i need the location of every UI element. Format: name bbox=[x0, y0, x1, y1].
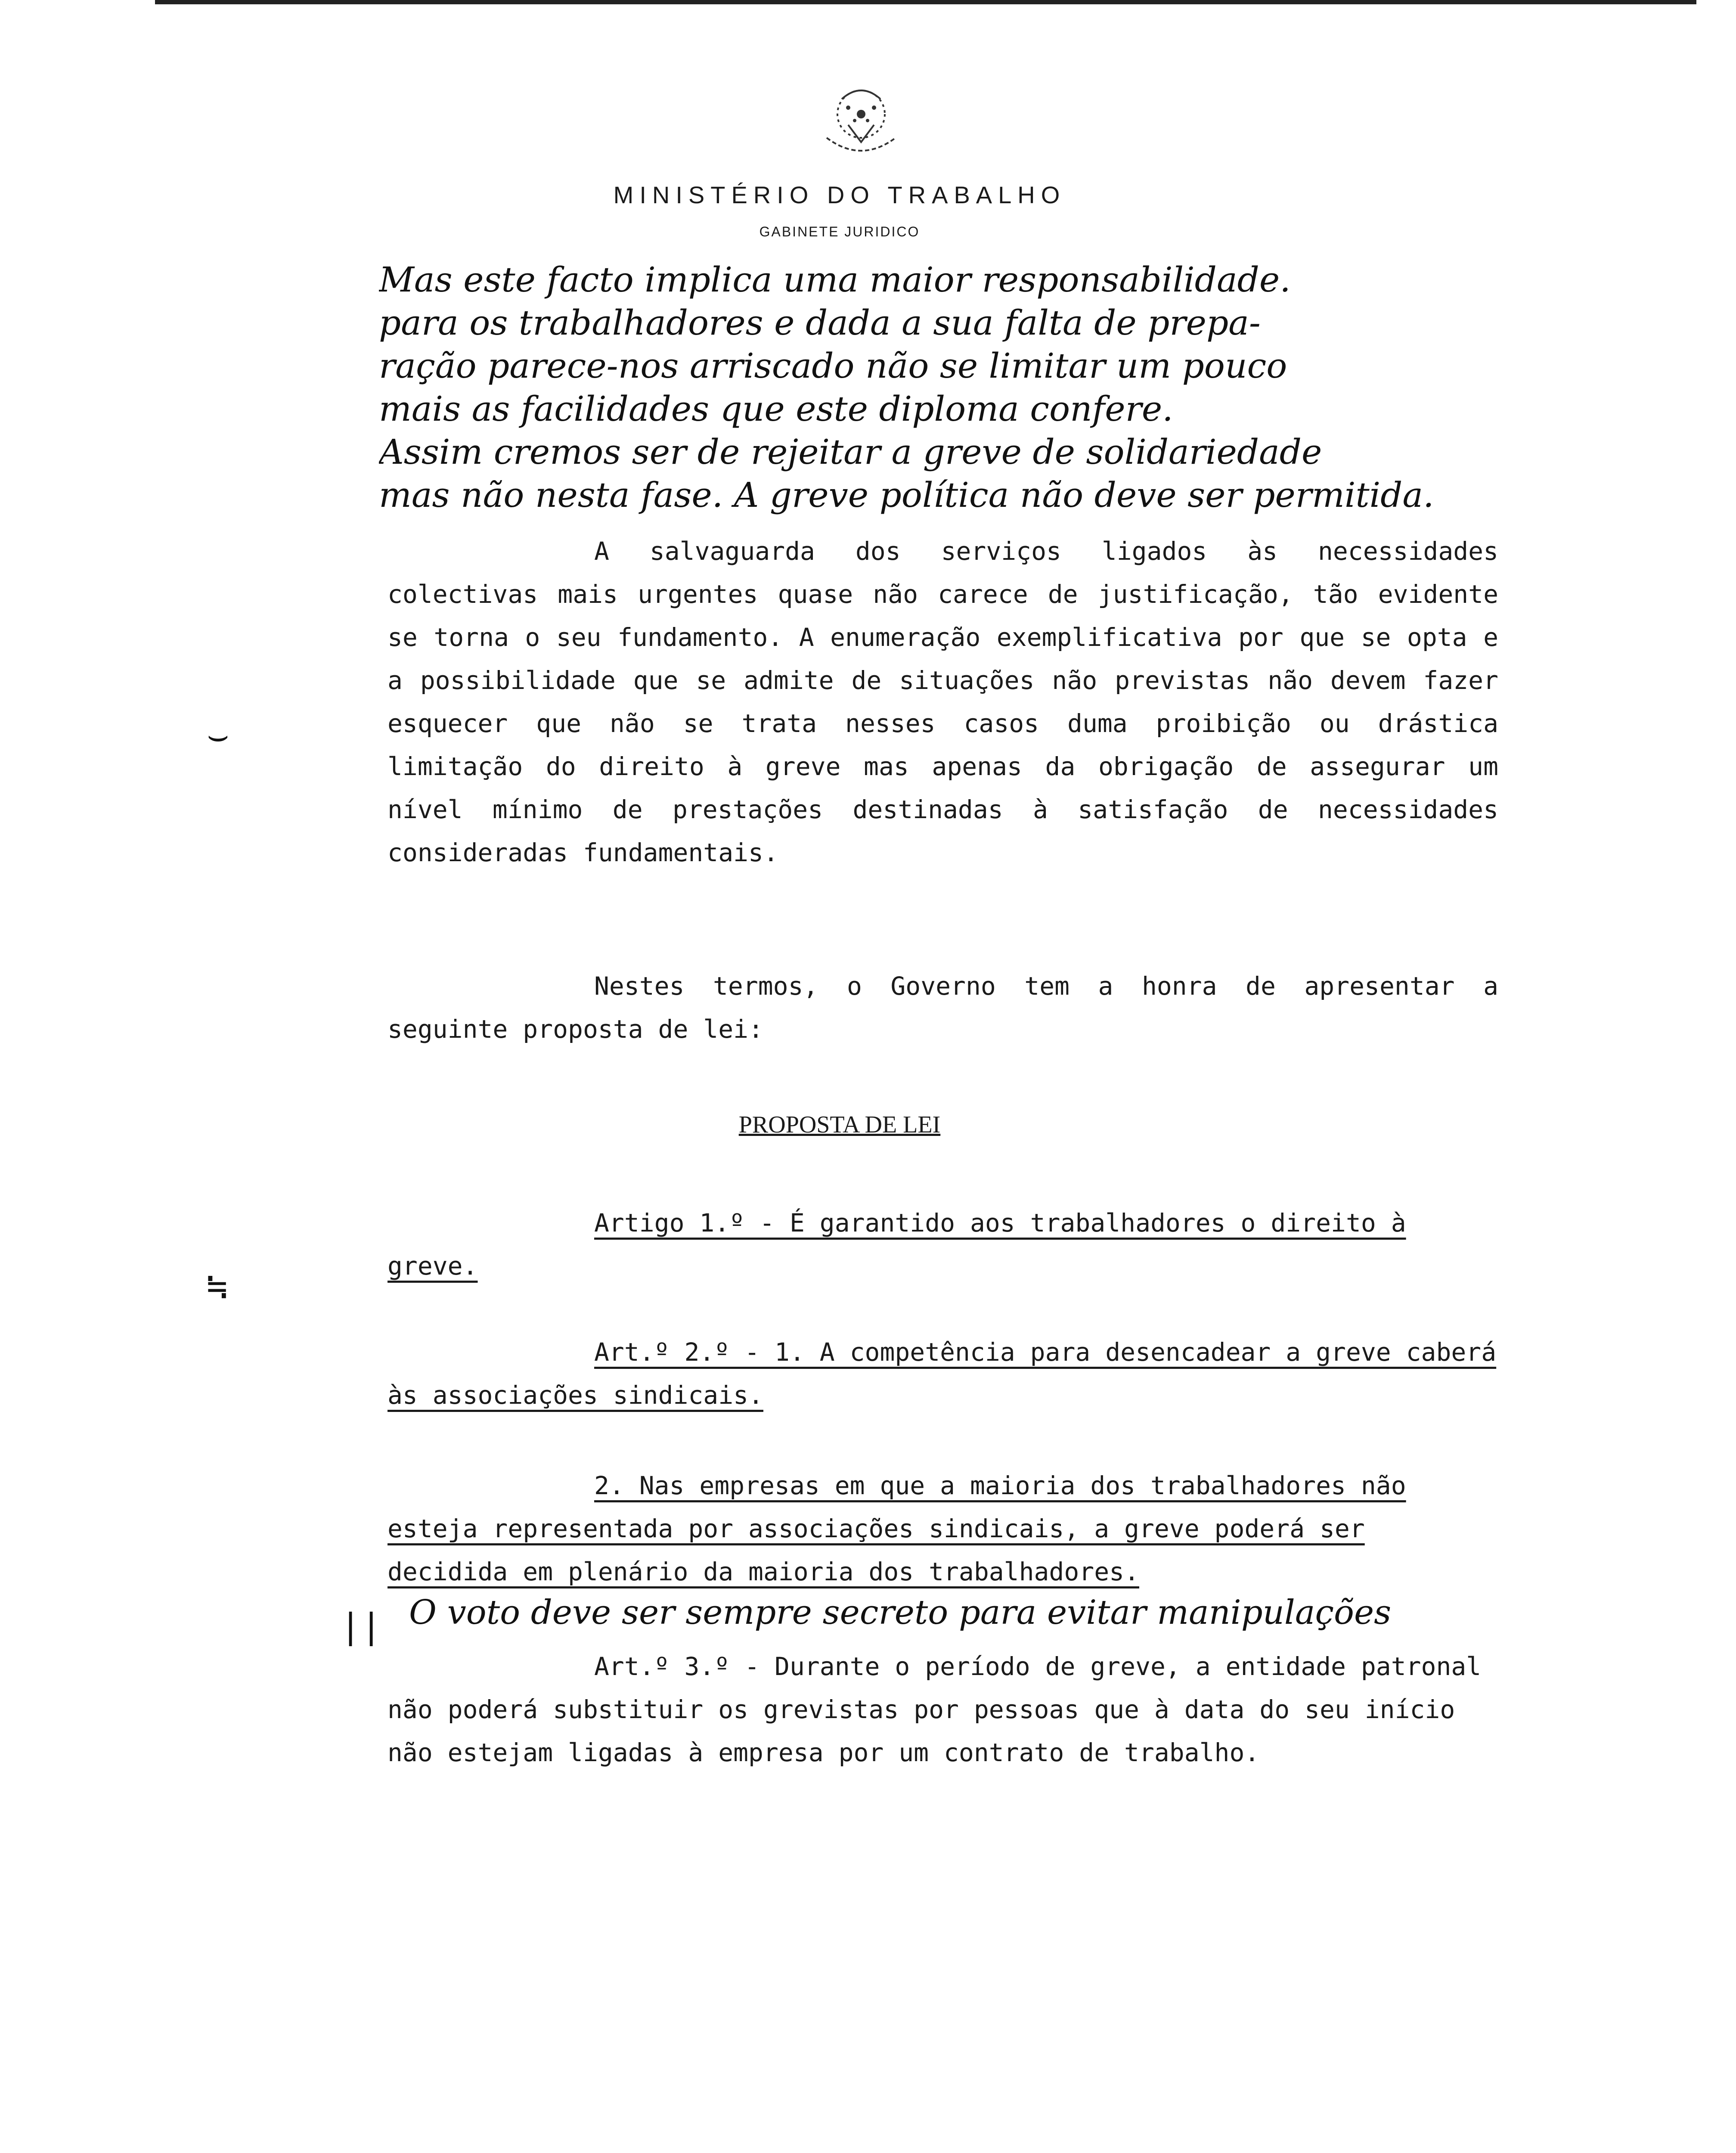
body-paragraph: Nestes termos, o Governo tem a honra de apresentar a seguinte proposta de lei: bbox=[388, 971, 1498, 1044]
ministry-title: MINISTÉRIO DO TRABALHO bbox=[613, 181, 1066, 208]
handwritten-line: mas não nesta fase. A greve política não deve ser permitida. bbox=[379, 475, 1434, 515]
office-subtitle: GABINETE JURIDICO bbox=[759, 224, 920, 239]
margin-tick-mark: ≒ bbox=[207, 1266, 228, 1306]
handwritten-line: para os trabalhadores e dada a sua falta de prepa- bbox=[379, 303, 1261, 343]
handwritten-article-note: O voto deve ser sempre secreto para evitar manipulações bbox=[409, 1593, 1392, 1632]
handwritten-line: Assim cremos ser de rejeitar a greve de solidariedade bbox=[379, 432, 1322, 472]
handwritten-line: Mas este facto implica uma maior responsabilidade. bbox=[379, 260, 1291, 300]
margin-double-bar-mark: || bbox=[340, 1606, 382, 1646]
top-edge-line bbox=[155, 0, 1696, 4]
handwritten-line: mais as facilidades que este diploma confere. bbox=[379, 389, 1173, 429]
coat-of-arms-icon bbox=[801, 73, 921, 168]
article-2-item-2: 2. Nas empresas em que a maioria dos trabalhadores não esteja representada por associações sindicais, a greve poderá ser decidida em plenário da maioria dos trabalhadores. bbox=[388, 1471, 1406, 1586]
margin-tick-mark: ⌣ bbox=[207, 715, 229, 755]
body-paragraph: A salvaguarda dos serviços ligados às necessidades colectivas mais urgentes quase não carece de justificação, tão evidente se torna o seu fundamento. A enumeração exemplificativa por que se opta e a possibilidade que se admite de situações não previstas não devem fazer esquecer que não se trata nesses casos duma proibição ou drástica limitação do direito à greve mas apenas da obrigação de assegurar um nível mínimo de prestações destinadas à satisfação de necessidades consideradas fundamentais. bbox=[388, 537, 1498, 867]
article-1: Artigo 1.º - É garantido aos trabalhadores o direito à greve. bbox=[388, 1208, 1406, 1281]
proposal-heading: PROPOSTA DE LEI bbox=[738, 1111, 941, 1138]
article-2-item-1: Art.º 2.º - 1. A competência para desencadear a greve caberá às associações sindicais. bbox=[388, 1337, 1497, 1410]
article-3: Art.º 3.º - Durante o período de greve, a entidade patronal não poderá substituir os grevistas por pessoas que à data do seu início não estejam ligadas à empresa por um contrato de trabalho. bbox=[388, 1652, 1482, 1767]
handwritten-line: ração parece-nos arriscado não se limitar um pouco bbox=[379, 346, 1287, 386]
handwritten-annotation bbox=[379, 258, 1576, 517]
